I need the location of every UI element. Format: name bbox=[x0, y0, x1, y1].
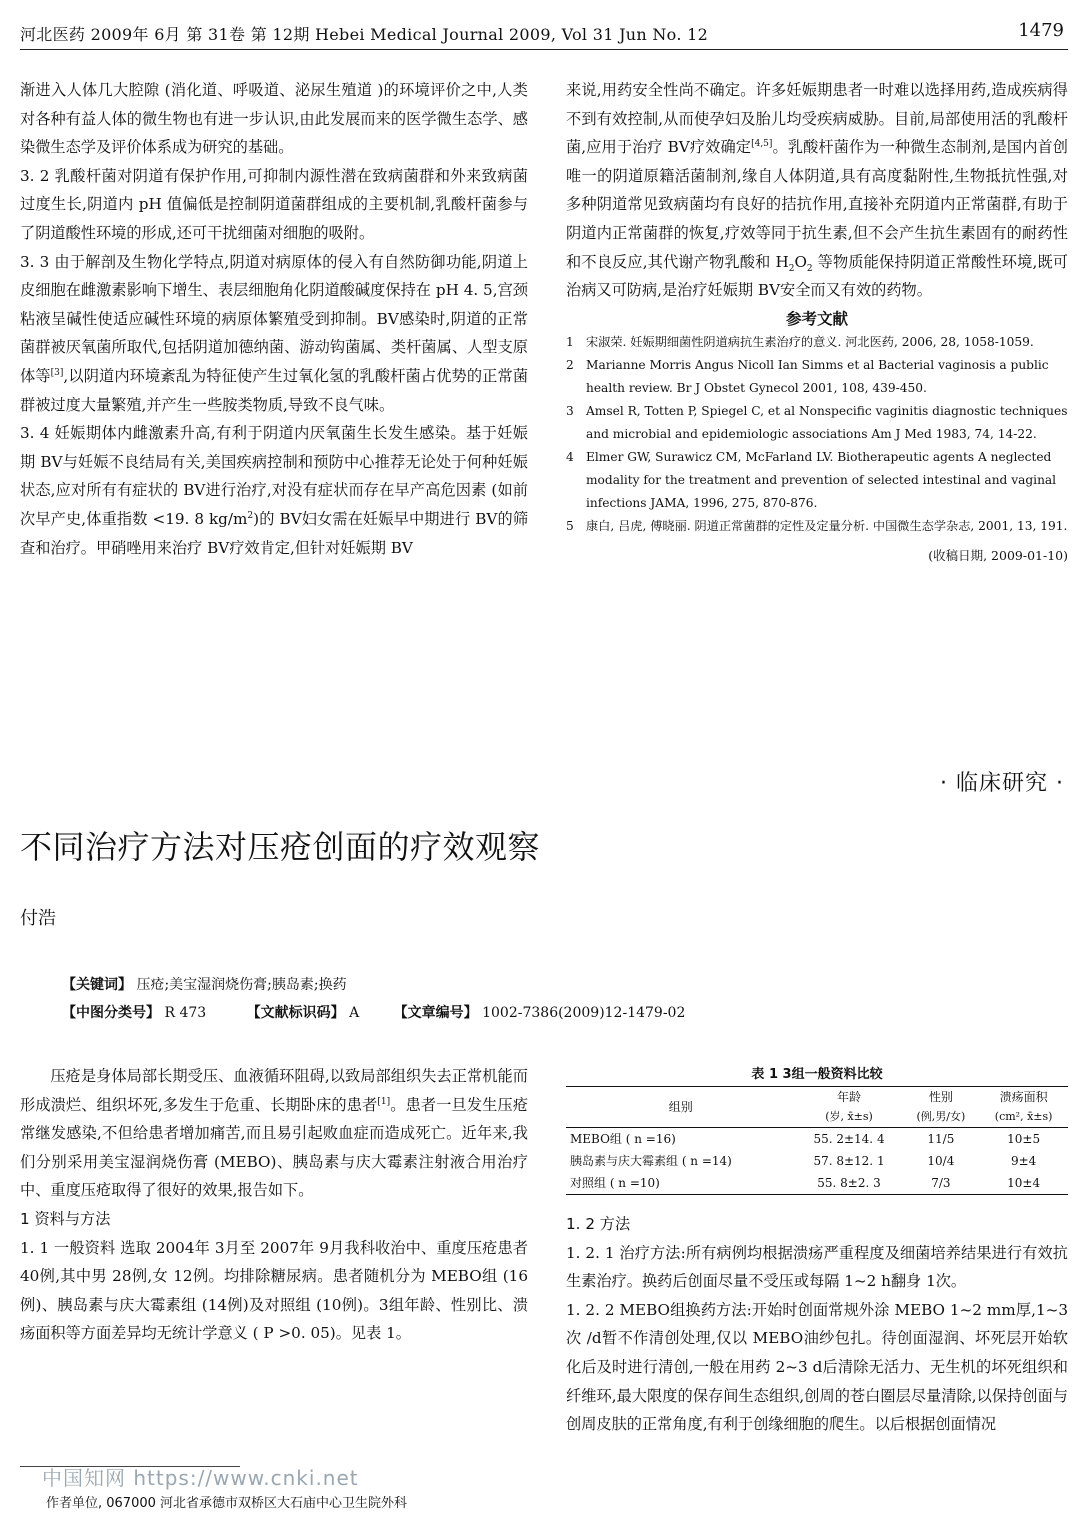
paragraph: 来说,用药安全性尚不确定。许多妊娠期患者一时难以选择用药,造成疾病得不到有效控制,从而使孕妇及胎儿均受疾病威胁。目前,局部使用活的乳酸杆菌,应用于治疗 BV疗效确定[4,5]。乳酸杆菌作为一种微生态制剂,是国内首创唯一的阴道原籍活菌制剂,缘自人体阴道,具有高度黏附性,生物抵抗性强,对多种阴道常见致病菌均有良好的拮抗作用,直接补充阴道内正常菌群,有助于阴道内正常菌群的恢复,疗效等同于抗生素,但不会产生抗生素固有的耐药性和不良反应,其代谢产物乳酸和 $H_2O_2$ 等物质能保持阴道正常酸性环境,既可治病又可防病,是治疗妊娠期 BV安全而又有效的药物。 bbox=[566, 81, 1068, 300]
citation: [4,5] bbox=[751, 139, 773, 150]
table-row: MEBO组 ( n =16) 55. 2±14. 4 11/5 10±5 bbox=[566, 1128, 1068, 1151]
prev-article-left-column bbox=[20, 76, 528, 562]
column-header-group: 组别 bbox=[566, 1087, 796, 1128]
article-no-value: 1002-7386(2009)12-1479-02 bbox=[482, 1005, 686, 1021]
reference-item: 4 Elmer GW, Surawicz CM, McFarland LV. Biotherapeutic agents A neglected modality for the treatment and prevention of selected intestinal and vaginal infections JAMA, 1996, 275, 870-876. bbox=[566, 449, 1057, 510]
column-header-sex: 性别 bbox=[902, 1087, 979, 1108]
article-right-column bbox=[566, 1210, 1068, 1439]
column-header-age: 年龄 bbox=[796, 1087, 903, 1108]
reference-item: 1 宋淑荣. 妊娠期细菌性阴道病抗生素治疗的意义. 河北医药, 2006, 28, 1058-1059. bbox=[566, 334, 1034, 349]
clc-value: R 473 bbox=[164, 1005, 207, 1021]
intro-paragraph: 压疮是身体局部长期受压、血液循环阻碍,以致局部组织失去正常机能而形成溃烂、组织坏死,多发生于危重、长期卧床的患者[1]。患者一旦发生压疮常继发感染,不但给患者增加痛苦,而且易引起败血症而造成死亡。近年来,我们分别采用美宝湿润烧伤膏 (MEBO)、胰岛素与庆大霉素注射液合用治疗中、重度压疮取得了很好的效果,报告如下。 bbox=[20, 1067, 529, 1200]
references-title: 参考文献 bbox=[785, 308, 848, 328]
reference-item: 3 Amsel R, Totten P, Spiegel C, et al Nonspecific vaginitis diagnostic techniques and microbial and epidemiologic associations Am J Med 1983, 74, 14-22. bbox=[566, 403, 1068, 441]
column-unit-sex: (例,男/女) bbox=[916, 1110, 966, 1123]
table-row: 胰岛素与庆大霉素组 ( n =14) 57. 8±12. 1 10/4 9±4 bbox=[570, 1154, 1037, 1168]
citation: [3] bbox=[50, 367, 64, 378]
table-row: 对照组 ( n =10) 55. 8±2. 3 7/3 10±4 bbox=[566, 1172, 1068, 1195]
paragraph: 渐进入人体几大腔隙 (消化道、呼吸道、泌尿生殖道 )的环境评价之中,人类对各种有益人体的微生物也有进一步认识,由此发展而来的医学微生态学、感染微生态学及评价体系成为研究的基础。 bbox=[20, 81, 528, 157]
citation: [1] bbox=[377, 1096, 391, 1107]
page-number: 1479 bbox=[1018, 20, 1064, 41]
table-1 bbox=[566, 1064, 1068, 1195]
column-unit-age: (岁, x̄±s) bbox=[825, 1110, 873, 1123]
article-title: 不同治疗方法对压疮创面的疗效观察 bbox=[20, 828, 541, 866]
paragraph-3-4: 3. 4 妊娠期体内雌激素升高,有利于阴道内厌氧菌生长发生感染。基于妊娠期 BV与妊娠不良结局有关,美国疾病控制和预防中心推荐无论处于何种妊娠状态,应对所有有症状的 BV进行治疗,对没有症状而存在早产高危因素 (如前次早产史,体重指数 <19. 8 $kg/m^2$)的 BV妇女需在妊娠早中期进行 BV的筛查和治疗。甲硝唑用来治疗 BV疗效肯定,但针对妊娠期 BV bbox=[20, 424, 529, 557]
column-tag: · 临床研究 · bbox=[940, 771, 1064, 796]
prev-article-right-column bbox=[566, 76, 1068, 568]
paragraph-3-2: 3. 2 乳酸杆菌对阴道有保护作用,可抑制内源性潜在致病菌群和外来致病菌过度生长,阴道内 pH 值偏低是控制阴道菌群组成的主要机制,乳酸杆菌参与了阴道酸性环境的形成,还可干扰细菌对细胞的吸附。 bbox=[20, 166, 528, 242]
column-header-area: 溃疡面积 bbox=[979, 1087, 1068, 1108]
paragraph-1-2-2: 1. 2. 2 MEBO组换药方法:开始时创面常规外涂 MEBO 1~2 mm厚,1~3次 /d暂不作清创处理,仅以 MEBO油纱包扎。待创面湿润、坏死层开始软化后及时进行清创,一般在用药 2~3 d后清除无活力、无生机的坏死组织和纤维环,最大限度的保存间生态组织,创周的苍白圈层尽量清除,以保持创面与创周皮肤的正常角度,有利于创缘细胞的爬生。以后根据创面情况 bbox=[566, 1300, 1068, 1434]
table-caption: 表 1 3组一般资料比较 bbox=[751, 1067, 883, 1082]
keywords: 压疮;美宝湿润烧伤膏;胰岛素;换药 bbox=[136, 977, 347, 993]
journal-citation: 河北医药 2009年 6月 第 31卷 第 12期 Hebei Medical Journal 2009, Vol 31 Jun No. 12 bbox=[20, 25, 709, 44]
data-table bbox=[566, 1086, 1068, 1195]
clc-label: 【中图分类号】 bbox=[62, 1005, 160, 1021]
running-header bbox=[20, 20, 1068, 50]
section-heading: 1 资料与方法 bbox=[20, 1209, 111, 1228]
reference-item: 2 Marianne Morris Angus Nicoll Ian Simms et al Bacterial vaginosis a public health review. Br J Obstet Gynecol 2001, 108, 439-450. bbox=[566, 357, 1049, 395]
article-left-column bbox=[20, 1062, 528, 1348]
keywords-label: 【关键词】 bbox=[62, 977, 132, 993]
reference-item: 5 康白, 吕虎, 傅晓丽. 阴道正常菌群的定性及定量分析. 中国微生态学杂志, 2001, 13, 191. bbox=[566, 518, 1068, 533]
article-author: 付浩 bbox=[20, 908, 56, 929]
received-date: (收稿日期, 2009-01-10) bbox=[928, 547, 1068, 563]
paragraph-3-3: 3. 3 由于解剖及生物化学特点,阴道对病原体的侵入有自然防御功能,阴道上皮细胞在雌激素影响下增生、表层细胞角化阴道酸碱度保持在 pH 4. 5,宫颈粘液呈碱性使适应碱性环境的病原体繁殖受到抑制。BV感染时,阴道的正常菌群被厌氧菌所取代,包括阴道加德纳菌、游动钩菌属、类杆菌属、人型支原体等[3],以阴道内环境紊乱为特征使产生过氧化氢的乳酸杆菌占优势的正常菌群被过度大量繁殖,并产生一些胺类物质,导致不良气味。 bbox=[20, 252, 529, 414]
superscript: 2 bbox=[247, 510, 254, 521]
column-unit-area: (cm², x̄±s) bbox=[994, 1110, 1053, 1123]
section-heading-1-2: 1. 2 方法 bbox=[566, 1215, 631, 1233]
keywords-line bbox=[62, 972, 347, 998]
paragraph-1-1: 1. 1 一般资料 选取 2004年 3月至 2007年 9月我科收治中、重度压疮患者 40例,其中男 28例,女 12例。均排除糖尿病。患者随机分为 MEBO组 (16例)、胰岛素与庆大霉素组 (14例)及对照组 (10例)。3组年龄、性别比、溃疡面积等方面差异均无统计学意义 ( P >0. 05)。见表 1。 bbox=[20, 1238, 528, 1343]
doc-code-value: A bbox=[349, 1005, 360, 1021]
article-no-label: 【文章编号】 bbox=[393, 1005, 478, 1021]
cnki-watermark: 中国知网 https://www.cnki.net bbox=[42, 1466, 359, 1490]
author-affiliation: 作者单位, 067000 河北省承德市双桥区大石庙中心卫生院外科 bbox=[46, 1496, 408, 1511]
classification-line bbox=[62, 1000, 685, 1026]
doc-code-label: 【文献标识码】 bbox=[246, 1005, 345, 1021]
paragraph-1-2-1: 1. 2. 1 治疗方法:所有病例均根据溃疡严重程度及细菌培养结果进行有效抗生素治疗。换药后创面尽量不受压或每隔 1~2 h翻身 1次。 bbox=[566, 1243, 1068, 1291]
